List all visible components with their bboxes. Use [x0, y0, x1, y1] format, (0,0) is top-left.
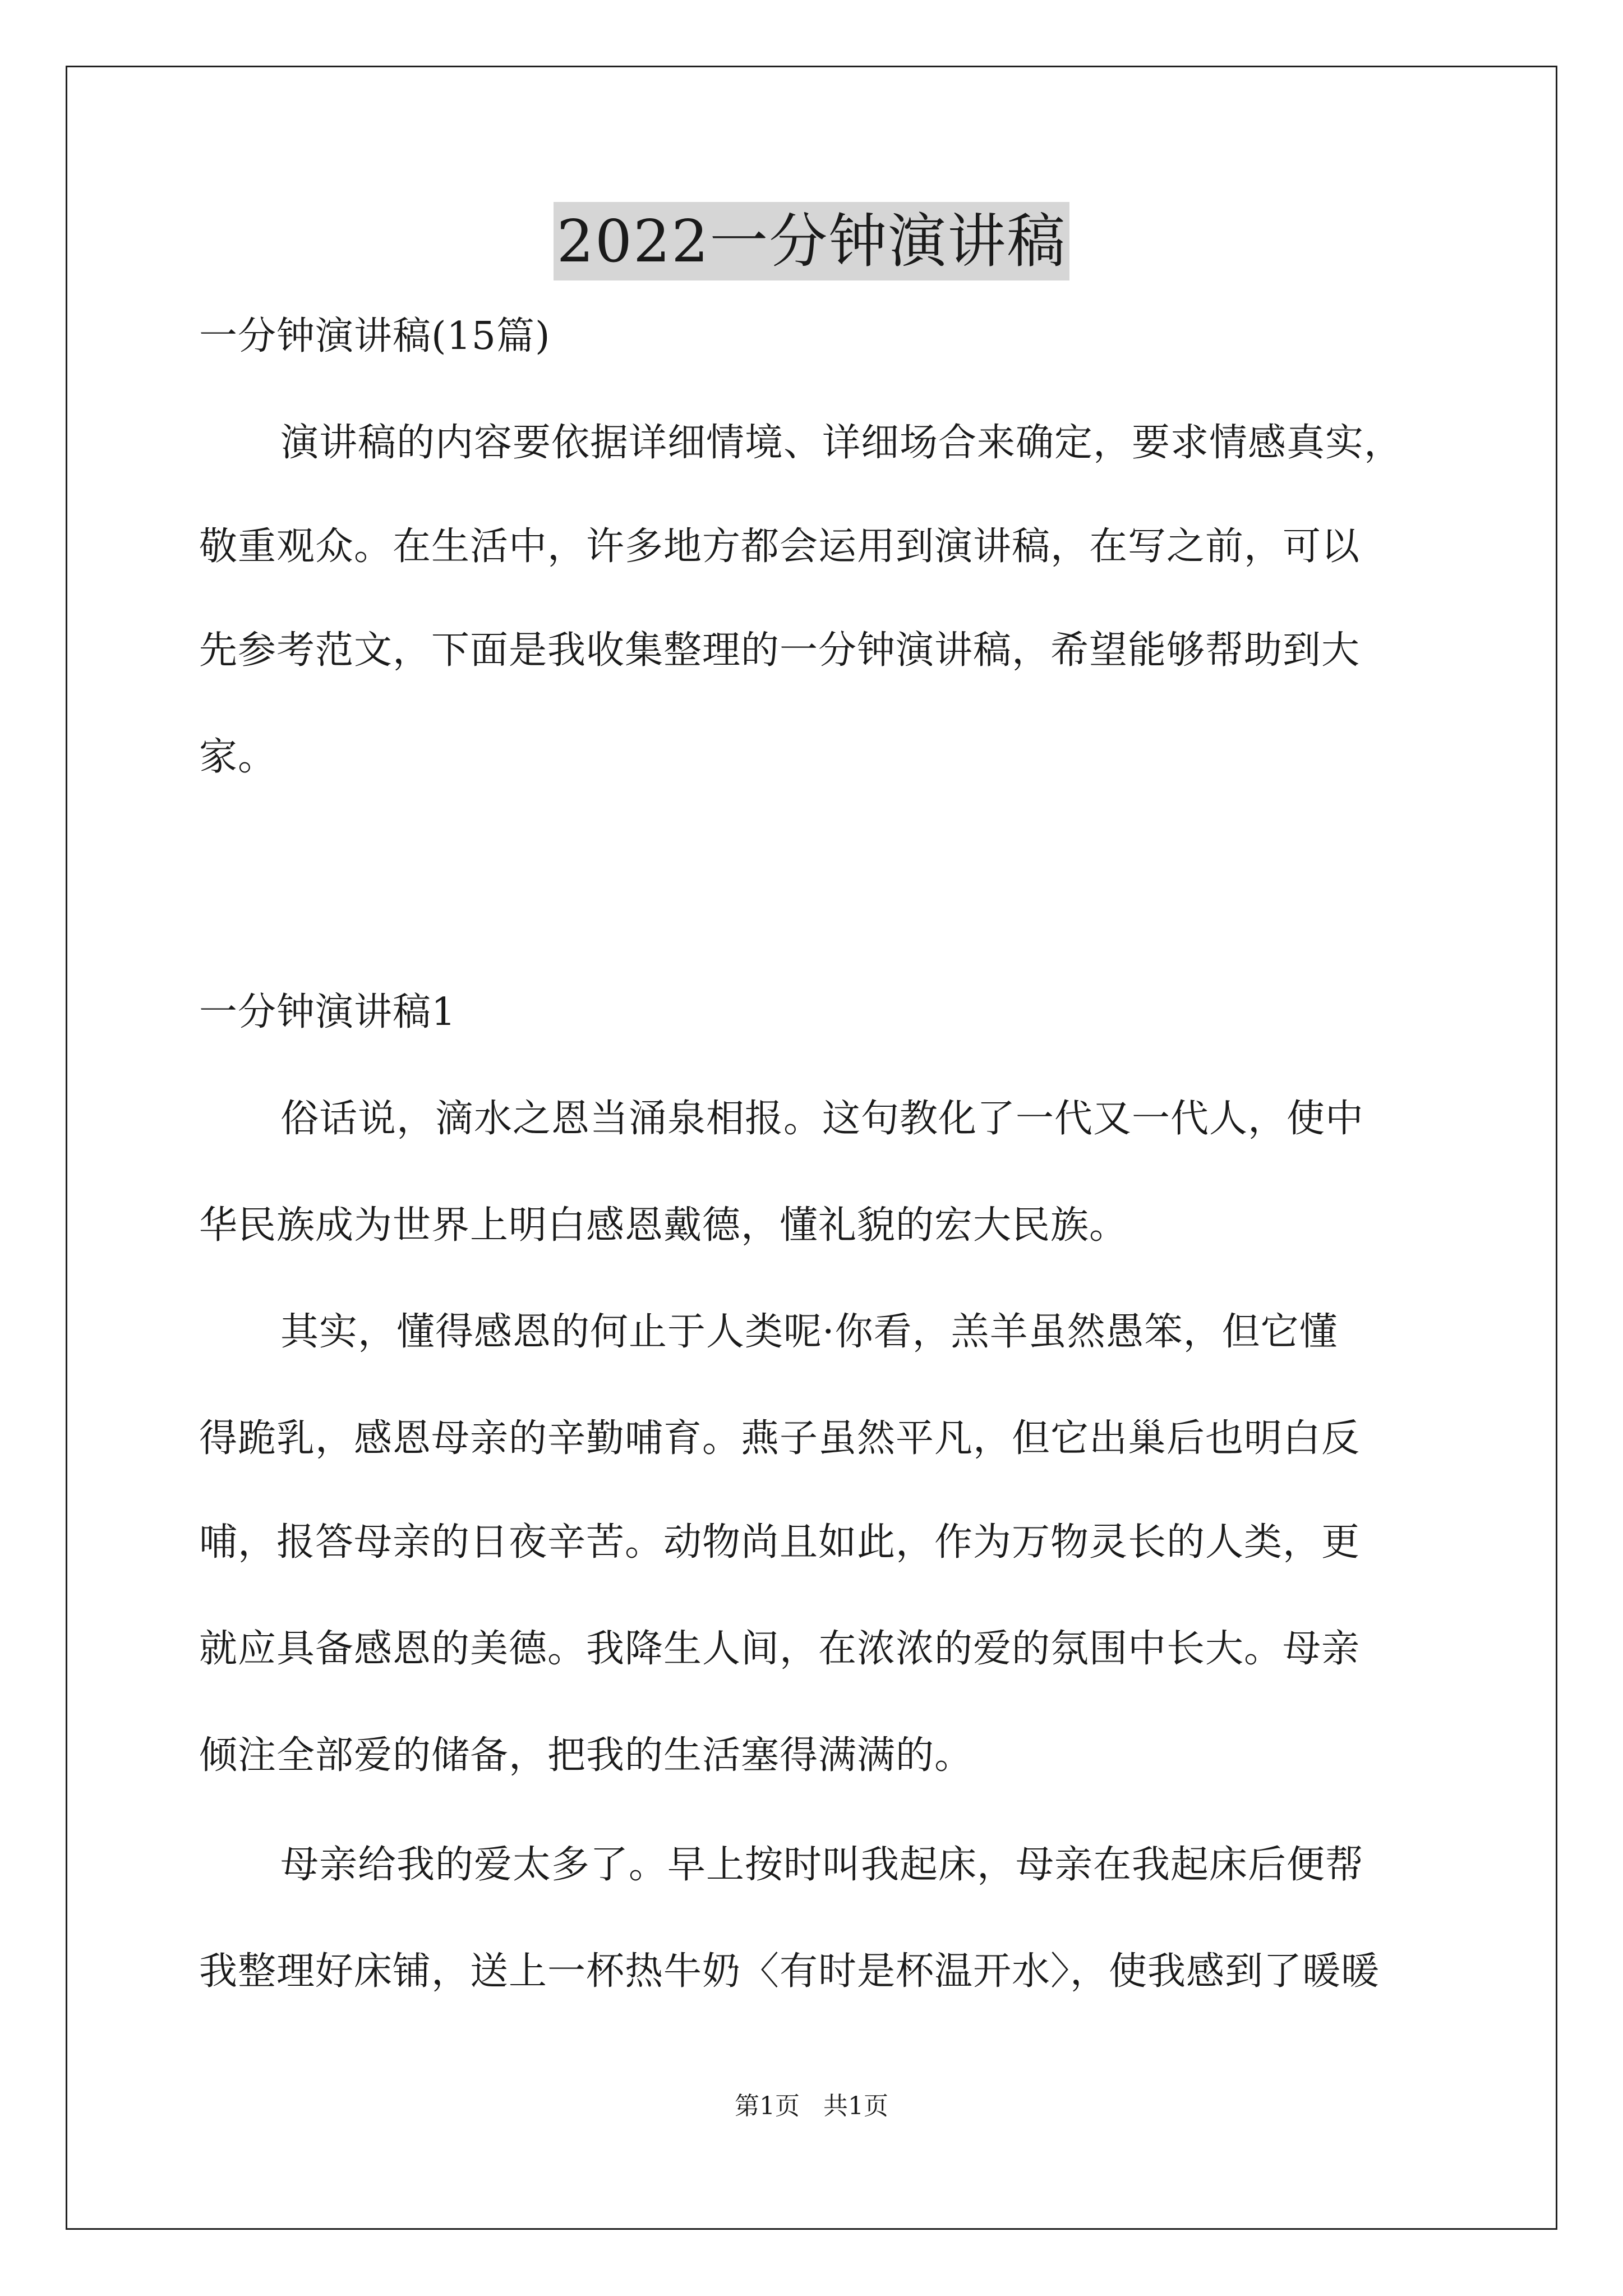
page-footer: 第1页 共1页	[735, 2092, 888, 2120]
intro-line: 家。	[199, 735, 277, 779]
paragraph-line: 其实，懂得感恩的何止于人类呢·你看，羔羊虽然愚笨，但它懂	[280, 1310, 1338, 1354]
intro-line: 先参考范文，下面是我收集整理的一分钟演讲稿，希望能够帮助到大	[199, 628, 1361, 673]
page-border	[66, 66, 1557, 2230]
paragraph-line: 倾注全部爱的储备，把我的生活塞得满满的。	[199, 1733, 974, 1778]
title-container	[0, 202, 1623, 280]
section-heading: 一分钟演讲稿1	[199, 990, 457, 1034]
paragraph-line: 华民族成为世界上明白感恩戴德，懂礼貌的宏大民族。	[199, 1203, 1128, 1248]
paragraph-line: 哺，报答母亲的日夜辛苦。动物尚且如此，作为万物灵长的人类，更	[199, 1520, 1361, 1565]
intro-line: 演讲稿的内容要依据详细情境、详细场合来确定，要求情感真实，	[280, 421, 1403, 465]
paragraph-line: 母亲给我的爱太多了。早上按时叫我起床，母亲在我起床后便帮	[280, 1843, 1364, 1887]
paragraph-line: 俗话说，滴水之恩当涌泉相报。这句教化了一代又一代人，使中	[280, 1097, 1364, 1141]
document-title: 2022一分钟演讲稿	[554, 202, 1070, 280]
paragraph-line: 得跪乳，感恩母亲的辛勤哺育。燕子虽然平凡，但它出巢后也明白反	[199, 1416, 1361, 1461]
paragraph-line: 就应具备感恩的美德。我降生人间，在浓浓的爱的氛围中长大。母亲	[199, 1627, 1361, 1671]
intro-line: 敬重观众。在生活中，许多地方都会运用到演讲稿，在写之前，可以	[199, 524, 1361, 569]
document-subtitle: 一分钟演讲稿(15篇)	[199, 314, 551, 358]
paragraph-line: 我整理好床铺，送上一杯热牛奶〈有时是杯温开水〉，使我感到了暖暖	[199, 1949, 1380, 1994]
